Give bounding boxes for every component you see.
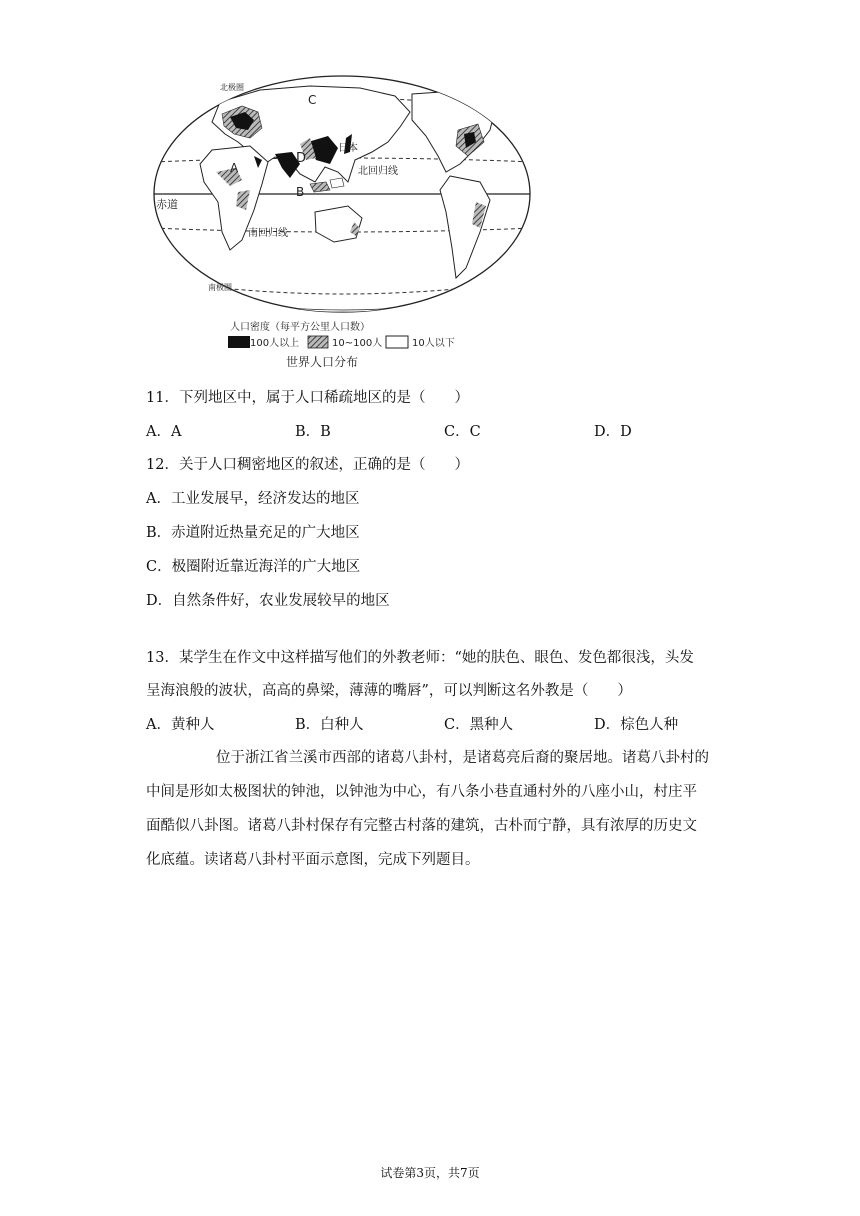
label-antarctic-circle: 南极圈: [208, 283, 232, 292]
legend-label-mid: 10~100人: [332, 338, 383, 349]
question-13-stem-line1: 13．某学生在作文中这样描写他们的外教老师：“她的肤色、眼色、发色都很浅，头发: [146, 650, 694, 666]
passage-line-4: 化底蕴。读诸葛八卦村平面示意图，完成下列题目。: [146, 852, 480, 868]
label-C: C: [308, 93, 317, 107]
label-A: A: [230, 161, 239, 175]
question-13-stem-line2: 呈海浪般的波状，高高的鼻梁，薄薄的嘴唇”，可以判断这名外教是（ ）: [146, 683, 632, 699]
label-japan: 日本: [338, 143, 358, 154]
question-12-stem: 12．关于人口稠密地区的叙述，正确的是（ ）: [146, 457, 469, 473]
label-B: B: [296, 185, 305, 199]
q13-option-a[interactable]: A．黄种人: [146, 717, 215, 733]
q12-option-a[interactable]: A．工业发展早，经济发达的地区: [146, 491, 360, 507]
q13-option-b[interactable]: B．白种人: [295, 717, 364, 733]
q12-option-c[interactable]: C．极圈附近靠近海洋的广大地区: [146, 559, 361, 575]
legend-label-low: 10人以下: [412, 338, 455, 349]
passage-line-2: 中间是形如太极图状的钟池，以钟池为中心，有八条小巷直通村外的八座小山，村庄平: [146, 784, 697, 800]
q12-option-b[interactable]: B．赤道附近热量充足的广大地区: [146, 525, 360, 541]
label-arctic-circle: 北极圈: [220, 83, 244, 92]
legend-label-high: 100人以上: [250, 338, 300, 349]
legend-title: 人口密度（每平方公里人口数）: [230, 322, 370, 333]
question-11-stem: 11．下列地区中，属于人口稀疏地区的是（ ）: [146, 390, 469, 406]
legend-swatch-mid: [308, 336, 328, 348]
label-tropic-of-cancer: 北回归线: [358, 166, 398, 177]
passage-line-3: 面酷似八卦图。诸葛八卦村保存有完整古村落的建筑，古朴而宁静，具有浓厚的历史文: [146, 818, 697, 834]
q13-option-d[interactable]: D．棕色人种: [594, 717, 679, 733]
label-tropic-of-capricorn: 南回归线: [248, 228, 288, 239]
legend-swatch-high: [228, 336, 250, 348]
page-footer: 试卷第3页，共7页: [380, 1166, 480, 1180]
label-equator: 赤道: [156, 198, 178, 211]
world-population-map: [150, 72, 535, 372]
q13-option-c[interactable]: C．黑种人: [444, 717, 514, 733]
q11-option-c[interactable]: C．C: [444, 424, 481, 440]
q11-option-d[interactable]: D．D: [594, 424, 632, 440]
q11-option-b[interactable]: B．B: [295, 424, 331, 440]
q12-option-d[interactable]: D．自然条件好，农业发展较早的地区: [146, 593, 390, 609]
label-D: D: [296, 151, 307, 166]
q11-option-a[interactable]: A．A: [146, 424, 182, 440]
legend-swatch-low: [386, 336, 408, 348]
map-caption: 世界人口分布: [286, 355, 359, 369]
passage-line-1: 位于浙江省兰溪市西部的诸葛八卦村，是诸葛亮后裔的聚居地。诸葛八卦村的: [216, 750, 709, 766]
